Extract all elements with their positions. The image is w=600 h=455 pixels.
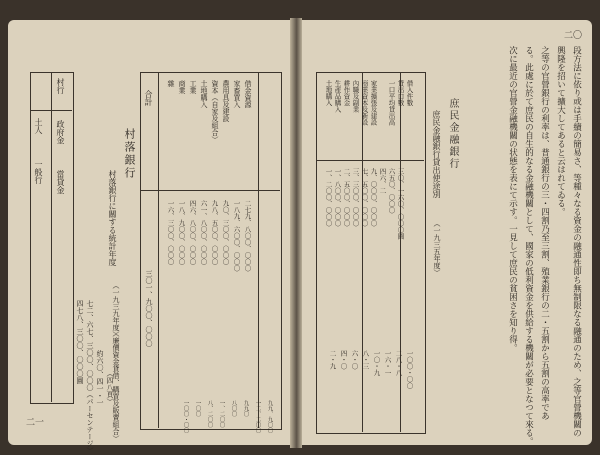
right-table-year: （一九三五年度） (433, 220, 441, 276)
small-table-value-a: 四七八、三〇〇、〇〇〇圓 (76, 300, 84, 384)
left-row-value: 一八九、六〇〇、〇〇〇 (232, 200, 241, 272)
right-col-value: 一〇〇・〇〇 (405, 350, 414, 389)
right-row-value: 三、三〇〇、〇〇〇 (351, 168, 360, 227)
left-col-value: 一〇〇 (194, 400, 201, 417)
small-table-col-b: 一般行 (34, 160, 43, 184)
small-table-value-d: （四八頁） (106, 370, 114, 405)
body-line: る。此處に於て庶民の自生的なる金融機關として、國家の低利資金を供給する機關が必要となつて來る。 (523, 46, 534, 446)
left-row-label: 資本（自家及組合） (211, 80, 219, 143)
right-row-value: 一、二〇〇、〇〇〇 (324, 168, 333, 227)
left-table-note: （廉價資金貸借、購買及販賣組合） (112, 330, 120, 442)
right-col-value: 一六・一 (383, 350, 392, 376)
right-row-value: 二、五〇〇、〇〇〇 (342, 168, 351, 227)
left-row-label: 雜 (167, 80, 175, 87)
left-row-label: 商業 (178, 80, 186, 94)
total-value: 三〇一、九〇〇、〇〇〇 (145, 270, 153, 347)
right-col-value: 四・〇 (339, 350, 348, 370)
left-row-value: 二七九、八〇〇、〇〇〇 (243, 200, 252, 272)
body-line: 段方法に依り或は手續の簡易さ、等種々なる資金の融通性即ち無制限なる融通のため、之等官營機關の (571, 46, 582, 437)
left-row-value: 一六、三〇〇、〇〇〇 (166, 200, 175, 265)
left-table-title: 村落銀行に關する統計年度 (108, 170, 117, 266)
right-row-value: 一、八〇〇、〇〇〇 (333, 168, 342, 227)
right-col-value: 六・〇 (350, 350, 359, 370)
page-number-right: 二〇 (564, 31, 583, 41)
right-row-label: 家業擴張及建設 (369, 80, 378, 126)
left-col-value: 八、二〇〇 (206, 400, 213, 428)
right-row-label: 貸出口數 (396, 80, 405, 106)
right-row-value: 七、五〇〇、〇〇〇 (360, 168, 369, 227)
left-row-value: 四六、八〇〇、〇〇〇 (188, 200, 197, 265)
right-row-value: 六五〇、〇〇〇 (387, 168, 396, 214)
left-row-value: 六一、八〇〇、〇〇〇 (199, 200, 208, 265)
left-row-label: 借金資源 (244, 80, 252, 108)
left-col-value: 八〇〇 (230, 400, 237, 417)
body-line: 次に最近の官營金融機關の状態を表にて示す。一見して庶民の貧困さを知り得。 (507, 46, 518, 352)
right-row-value: 四六、二 (378, 168, 387, 194)
left-row-label: 農用具及建設 (222, 80, 230, 122)
left-page (8, 20, 290, 454)
right-table-title: 庶民金融銀行 (447, 98, 458, 170)
section-title: 村落銀行 (123, 128, 136, 180)
right-col-value: 八・三 (361, 350, 370, 370)
right-row-label: 土地購入 (324, 80, 333, 106)
small-table-header: 村行 (56, 78, 65, 94)
left-col-value: 九九、九〇〇 (266, 400, 273, 433)
right-page (302, 20, 592, 445)
left-row-value: 一八、九〇〇、〇〇〇 (177, 200, 186, 265)
right-row-label: 借入件數 (405, 80, 414, 106)
left-col-value: 一〇〇・〇〇 (182, 400, 189, 433)
right-row-label: 內職及副業 (351, 80, 360, 113)
left-row-value: 九〇、三〇〇、〇〇〇 (221, 200, 230, 265)
small-table-value-c: 約六〇、四一・一 (96, 350, 104, 406)
left-row-value: 九八、五〇〇、〇〇〇 (210, 200, 219, 265)
body-line: 興隆を招いて擴大してあると云はれてゐる。 (555, 46, 566, 216)
right-row-value: 三〇、一六〇、〇〇〇圓 (396, 168, 405, 240)
right-row-label: 商業資本及新設 (360, 80, 369, 126)
left-col-value: 一二、二〇〇 (254, 400, 261, 433)
right-col-value: 二・九 (328, 350, 337, 370)
left-row-label: 工業 (189, 80, 197, 94)
left-col-value: 一、二〇〇 (218, 400, 225, 428)
small-table-col-a: 土人 (34, 118, 43, 134)
small-table-value-b: 七二、六七、三〇〇、〇〇〇（パーセンテージ） (86, 300, 94, 454)
right-col-value: 一〇・九 (372, 350, 381, 376)
right-row-label: 生產品購入 (333, 80, 342, 113)
right-col-value: 二八・八 (394, 350, 403, 376)
page-number-left: 二一 (26, 418, 45, 428)
left-row-label: 家畜買入 (233, 80, 241, 108)
right-table-subtitle: 庶民金融銀行貸出使途別 (432, 110, 441, 198)
right-row-label: 耕作資金 (342, 80, 351, 106)
body-line: 之等の官營銀行の利率は、普通銀行の三・四割乃至三割、殖業銀行の二・五割から五割の高率であ (539, 46, 550, 420)
book-gutter (290, 18, 302, 448)
left-row-label: 土地購入 (200, 80, 208, 108)
right-row-value: 九、〇〇〇、〇〇〇 (369, 168, 378, 227)
left-col-value: 九九〇 (242, 400, 249, 417)
small-table-col-c: 政府金 (56, 120, 65, 144)
total-label: 合計 (144, 90, 153, 106)
small-table-col-d: 當貸金 (56, 170, 65, 194)
right-row-label: 一口平均貸出高 (387, 80, 396, 126)
left-table-year: （一九三九年度） (112, 282, 120, 338)
